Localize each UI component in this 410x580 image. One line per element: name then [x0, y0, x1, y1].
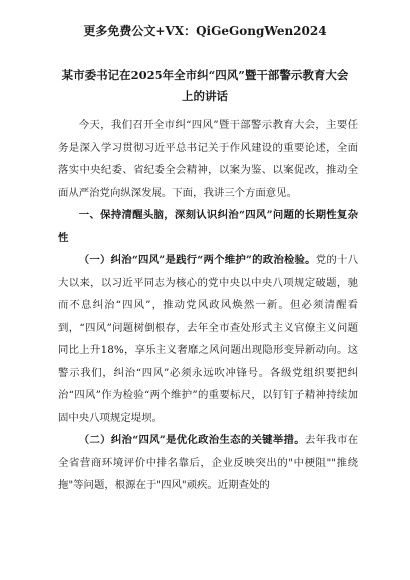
promo-banner: 更多免费公文+VX：QiGeGongWen2024 [83, 24, 327, 38]
document-title-line2: 上的讲话 [182, 89, 228, 103]
subsection-text-2: 去年我市在全省营商环境评价中排名靠后，企业反映突出的"中梗阻""推绕拖"等问题，根源在于"四风"顽疾。近期查处的 [58, 434, 359, 491]
document-body [58, 114, 358, 497]
subsection-text-1: 党的十八大以来，以习近平同志为核心的党中央以中央八项规定破题，驰而不息纠治“四风”，推动党风政风焕然一新。但必须清醒看到，“四风”问题树倒根存，去年全市查处形式主义官僚主义问题同比上升18%，享乐主义奢靡之风问题出现隐形变异新动向。这警示我们，纠治“四风”必须永远吹冲锋号。各级党组织要把纠治“四风”作为检验“两个维护”的重要标尺，以钉钉子精神持续加固中央八项规定堤坝。 [58, 254, 359, 424]
subsection-heading-2: （二）纠治“四风”是优化政治生态的关键举措。 [78, 434, 305, 446]
document-title-line1: 某市委书记在2025年全市纠“四风”暨干部警示教育大会 [61, 68, 349, 82]
subsection-paragraph-2 [58, 429, 358, 497]
section-heading: 一、保持清醒头脑，深刻认识纠治“四风”问题的长期性复杂性 [58, 209, 358, 244]
subsection-paragraph-1 [58, 249, 358, 429]
intro-paragraph: 今天，我们召开全市纠“四风”暨干部警示教育大会，主要任务是深入学习贯彻习近平总书记关于作风建设的重要论述，全面落实中央纪委、省纪委全会精神，以案为鉴、以案促改，推动全面从严治党向纵深发展。下面，我讲三个方面意见。 [58, 119, 358, 199]
subsection-heading-1: （一）纠治“四风”是践行“两个维护”的政治检验。 [78, 254, 316, 266]
